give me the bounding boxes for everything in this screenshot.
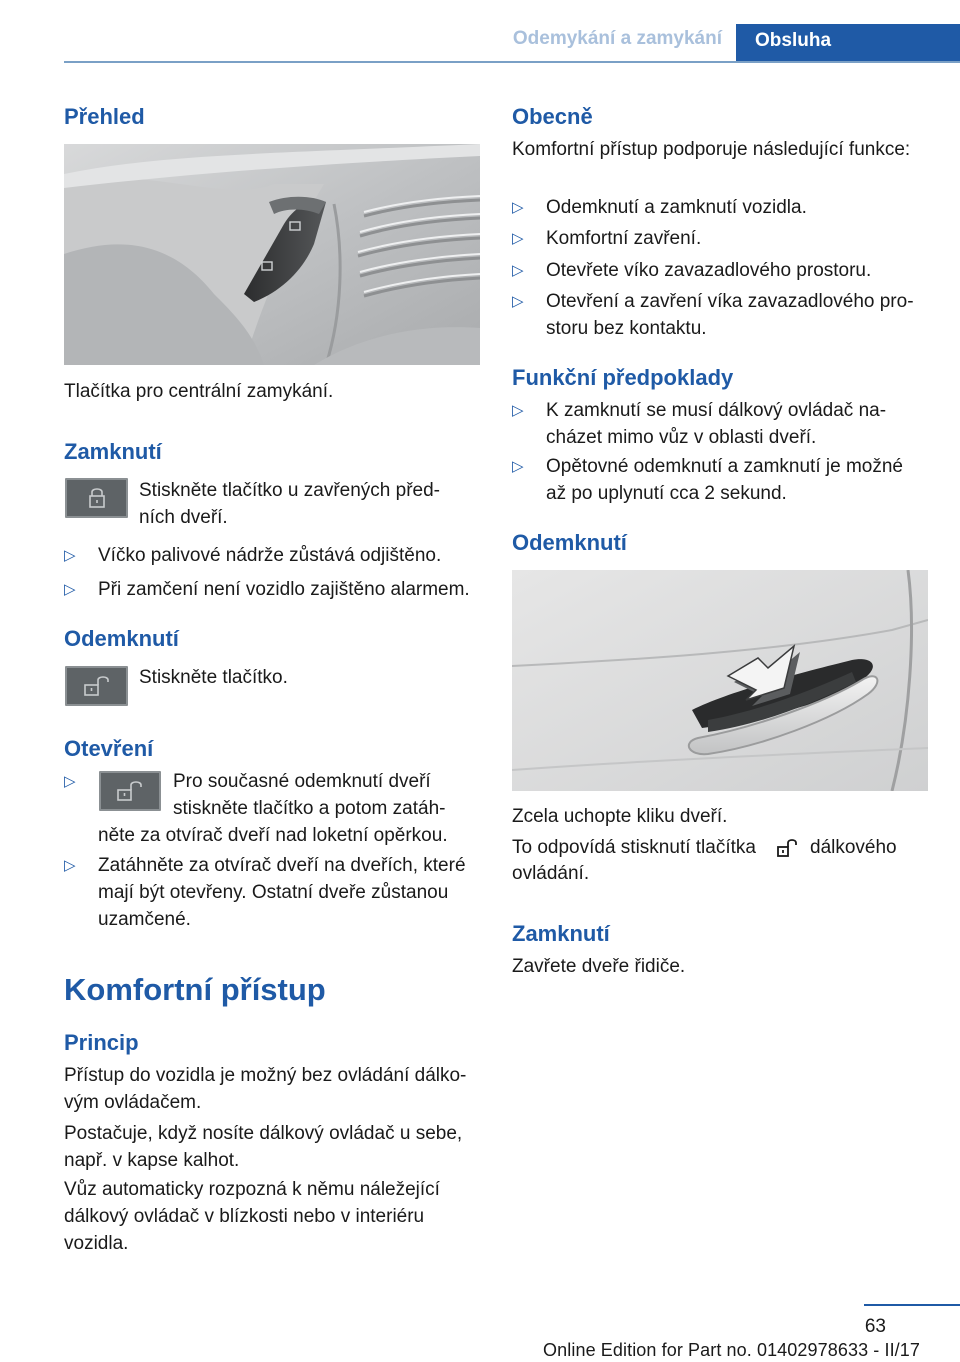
unlock-heading-right: Odemknutí: [512, 530, 627, 555]
requirements-heading: Funkční předpoklady: [512, 365, 734, 390]
lock-icon: [67, 480, 127, 516]
open-bullet1-line2: stiskněte tlačítko a potom zatáh-: [173, 798, 446, 819]
lock-heading: Zamknutí: [64, 439, 162, 464]
footer-edition: Online Edition for Part no. 01402978633 - II/17: [543, 1340, 920, 1360]
triangle-right-icon: ▷: [64, 547, 76, 564]
triangle-right-icon: ▷: [512, 230, 524, 247]
unlock-right-paragraph-1: Zcela uchopte kliku dveří.: [512, 806, 728, 827]
comfort-access-heading: Komfortní přístup: [64, 972, 326, 1007]
open-bullet1-line1: Pro současné odemknutí dveří: [173, 771, 431, 792]
triangle-right-icon: ▷: [512, 402, 524, 419]
general-intro: Komfortní přístup podporuje následující funkce:: [512, 139, 911, 160]
triangle-right-icon: ▷: [512, 458, 524, 475]
header-chapter-tab: Obsluha: [736, 24, 960, 62]
triangle-right-icon: ▷: [64, 581, 76, 598]
open-bullet1-line3: něte za otvírač dveří nad loketní opěrkou.: [98, 825, 448, 846]
unlock-button-image: [99, 771, 161, 811]
page-number: 63: [864, 1316, 886, 1337]
list-item: ▷ K zamknutí se musí dálkový ovládač na-cházet mimo vůz v oblasti dveří.: [512, 397, 912, 453]
unlock-icon: [776, 837, 800, 859]
unlock-icon: [67, 668, 127, 704]
triangle-right-icon: ▷: [512, 199, 524, 216]
lock-right-paragraph: Zavřete dveře řidiče.: [512, 956, 686, 977]
principle-paragraph-2: Postačuje, když nosíte dálkový ovládač u sebe, např. v kapse kalhot.: [64, 1123, 463, 1171]
header-section-title: Odemykání a zamykání: [512, 28, 722, 49]
footer-rule: [864, 1304, 960, 1306]
list-item: ▷ Otevření a zavření víka zavazadlového pro-storu bez kontaktu.: [512, 288, 928, 344]
list-item: ▷ Opětovné odemknutí a zamknutí je možné až po uplynutí cca 2 sekund.: [512, 453, 928, 509]
principle-paragraph-3: Vůz automaticky rozpozná k němu náležející dálkový ovládač v blízkosti nebo v interiéru vozidla.: [64, 1179, 440, 1254]
door-buttons-photo: [64, 144, 480, 365]
unlock-right-p2-before: To odpovídá stisknutí tlačítka: [512, 837, 756, 858]
general-heading: Obecně: [512, 104, 593, 129]
overview-caption: Tlačítka pro centrální zamykání.: [64, 381, 334, 402]
overview-heading: Přehled: [64, 104, 145, 129]
triangle-right-icon: ▷: [512, 262, 524, 279]
principle-heading: Princip: [64, 1030, 139, 1055]
unlock-heading: Odemknutí: [64, 626, 179, 651]
unlock-right-p2-line2: ovládání.: [512, 863, 590, 884]
triangle-right-icon: ▷: [64, 857, 76, 874]
unlock-button-image: [65, 666, 128, 706]
unlock-icon: [101, 773, 159, 809]
unlock-instruction: Stiskněte tlačítko.: [139, 667, 288, 688]
lock-heading-right: Zamknutí: [512, 921, 610, 946]
lock-instruction: Stiskněte tlačítko u zavřených před-ních dveří.: [139, 480, 440, 528]
lock-button-image: [65, 478, 128, 518]
list-item: ▷ Zatáhněte za otvírač dveří na dveřích, které mají být otevřeny. Ostatní dveře zůstanou uzamčené.: [64, 852, 480, 933]
triangle-right-icon: ▷: [512, 293, 524, 310]
principle-paragraph-1: Přístup do vozidla je možný bez ovládání dálko-vým ovládačem.: [64, 1065, 467, 1113]
open-heading: Otevření: [64, 736, 154, 761]
header-rule: [64, 61, 960, 63]
door-handle-photo: [512, 570, 928, 791]
triangle-right-icon: ▷: [64, 773, 76, 790]
unlock-right-p2-after: dálkového: [810, 837, 897, 858]
